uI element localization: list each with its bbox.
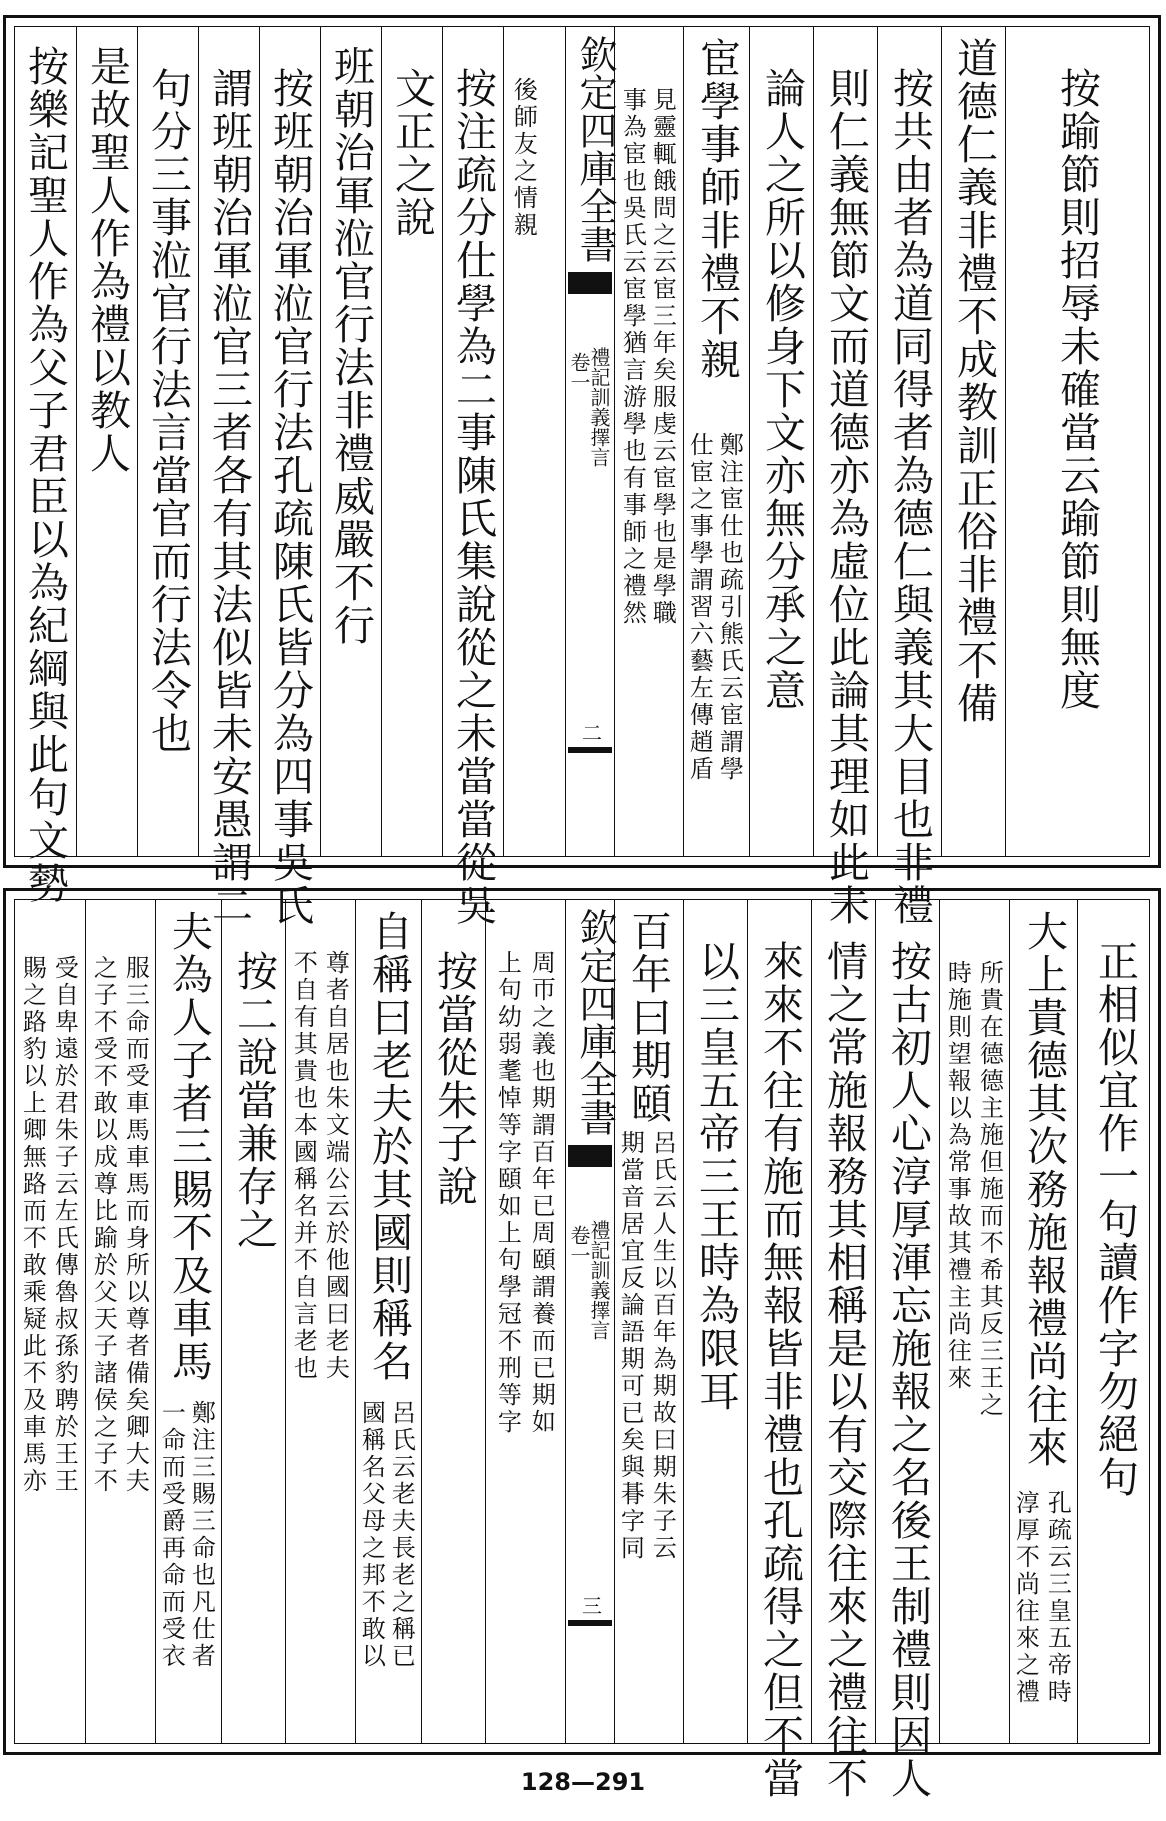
book-title: 欽定四庫全書 (573, 35, 617, 263)
text-column: 按二說當兼存之 (230, 950, 278, 1251)
column (615, 27, 683, 856)
column (381, 27, 442, 856)
note-column: 仕宦之事學謂習六藝左傳趙盾 (685, 432, 714, 783)
column (285, 900, 355, 1743)
text-column: 大上貴德其次務施報禮尚往來 (1020, 910, 1068, 1469)
column (421, 900, 485, 1743)
note-column: 期當音居宜反論語期可已矣與朞字同 (616, 1130, 645, 1562)
column (503, 27, 565, 856)
book-title: 欽定四庫全書 (573, 908, 617, 1136)
column (683, 27, 749, 856)
text-column: 宦學事師非禮不親 (693, 37, 741, 381)
text-column: 按古初人心淳厚渾忘施報之名後王制禮則因人 (884, 940, 932, 1800)
text-column: 按樂記聖人作為父子君臣以為紀綱與此句文勢 (21, 45, 69, 905)
column (1005, 27, 1151, 856)
section-title: 禮記訓義擇言 (587, 347, 611, 467)
note-column: 呂氏云人生以百年為期故曰期朱子云 (648, 1130, 677, 1562)
text-column: 班朝治軍涖官行法非禮威嚴不行 (327, 45, 375, 647)
text-column: 自稱曰老夫於其國則稱名 (365, 910, 413, 1383)
text-column: 按注疏分仕學為二事陳氏集說從之未當當從吳 (449, 67, 497, 927)
upper-left-half (15, 27, 565, 927)
text-column: 按踰節則招辱未確當云踰節則無度 (1053, 67, 1101, 712)
note-column: 所貴在德德主施但施而不希其反三王之 (975, 960, 1004, 1419)
note-column: 不自有其貴也本國稱名并不自言老也 (289, 950, 318, 1382)
folio-number: 二 (582, 721, 602, 745)
fish-tail-mark (568, 1145, 612, 1167)
column (355, 900, 421, 1743)
text-column: 句分三事涖官行法言當官而行法令也 (144, 67, 192, 755)
column (442, 27, 503, 927)
column (259, 27, 320, 927)
lower-left-half (15, 900, 565, 1743)
fish-tail-bottom (568, 1620, 612, 1626)
volume-label: 卷一 (567, 1225, 591, 1265)
note-column: 之子不受不敢以成尊比踰於父天子諸侯之子不 (89, 955, 118, 1495)
text-column: 是故聖人作為禮以教人 (83, 45, 131, 475)
note-column: 孔疏云三皇五帝時 (1043, 1490, 1072, 1706)
column (15, 27, 76, 905)
lower-center-spine (565, 900, 615, 1743)
note-column: 尊者自居也朱文端公云於他國曰老夫 (321, 950, 350, 1382)
column (155, 900, 221, 1743)
upper-page-frame (14, 26, 1150, 927)
note-column: 受自卑遠於君朱子云左氏傳魯叔孫豹聘於王王 (50, 955, 79, 1495)
folio-number: 三 (582, 1594, 602, 1618)
column (137, 27, 198, 856)
volume-label: 卷一 (567, 352, 591, 392)
upper-right-half (615, 27, 1149, 927)
text-column: 按共由者為道同得者為德仁與義其大目也非禮 (886, 67, 934, 927)
column (615, 900, 683, 1743)
column (198, 27, 259, 927)
text-column: 道德仁義非禮不成教訓正俗非禮不備 (950, 37, 998, 725)
column (1009, 900, 1077, 1743)
note-column: 服三命而受車馬車馬而身所以尊者備矣卿大夫 (121, 955, 150, 1495)
note-column: 周帀之義也期謂百年已周頤謂養而已期如 (527, 950, 556, 1436)
fish-tail-mark (568, 272, 612, 294)
text-column: 以三皇五帝三王時為限耳 (692, 940, 740, 1413)
text-column: 後師友之情親 (509, 77, 538, 239)
column (683, 900, 747, 1743)
column (939, 900, 1009, 1743)
text-column: 謂班朝治軍涖官三者各有其法似皆未安愚謂二 (205, 67, 253, 927)
note-column: 國稱名父母之邦不敢以 (357, 1400, 386, 1670)
column (811, 900, 875, 1800)
column (485, 900, 565, 1743)
upper-center-spine (565, 27, 615, 856)
column (941, 27, 1005, 856)
note-column: 呂氏云老夫長老之稱已 (387, 1400, 416, 1670)
column (15, 900, 85, 1743)
text-column: 正相似宜作一句讀作字勿絕句 (1091, 940, 1139, 1499)
fish-tail-bottom (568, 747, 612, 753)
column (76, 27, 137, 856)
note-column: 見靈輒餓問之云宦三年矣服虔云宦學也是學職 (648, 87, 677, 627)
note-column: 賜之路豹以上卿無路而不敢乘疑此不及車馬亦 (18, 955, 47, 1495)
text-column: 百年曰期頤 (624, 910, 672, 1125)
column (749, 27, 813, 856)
column (813, 27, 877, 927)
text-column: 情之常施報務其相稱是以有交際往來之禮往不 (820, 940, 868, 1800)
note-column: 時施則望報以為常事故其禮主尚往來 (943, 960, 972, 1392)
column (320, 27, 381, 856)
column (1077, 900, 1151, 1743)
note-column: 鄭注宦仕也疏引熊氏云宦謂學 (715, 432, 744, 783)
section-title: 禮記訓義擇言 (587, 1220, 611, 1340)
note-column: 一命而受爵再命而受衣 (157, 1400, 186, 1670)
column (85, 900, 155, 1743)
text-column: 夫為人子者三賜不及車馬 (165, 910, 213, 1383)
note-column: 淳厚不尚往來之禮 (1011, 1490, 1040, 1706)
note-column: 鄭注三賜三命也凡仕者 (187, 1400, 216, 1670)
note-column: 上句幼弱耄悼等字頤如上句學冠不刑等字 (493, 950, 522, 1436)
text-column: 按當從朱子說 (430, 950, 478, 1208)
column (221, 900, 285, 1743)
upper-page (3, 15, 1161, 927)
text-column: 論人之所以修身下文亦無分承之意 (758, 67, 806, 712)
lower-right-half (615, 900, 1149, 1800)
column (877, 27, 941, 927)
column (875, 900, 939, 1800)
text-column: 則仁義無節文而道德亦為虛位此論其理如此未 (822, 67, 870, 927)
text-column: 來來不往有施而無報皆非禮也孔疏得之但不當 (756, 940, 804, 1800)
column (747, 900, 811, 1800)
note-column: 事為宦也吳氏云宦學猶言游學也有事師之禮然 (618, 87, 647, 627)
text-column: 文正之說 (388, 67, 436, 239)
page-number: 128—291 (520, 1768, 646, 1796)
text-column: 按班朝治軍涖官行法孔疏陳氏皆分為四事吳氏 (266, 67, 314, 927)
